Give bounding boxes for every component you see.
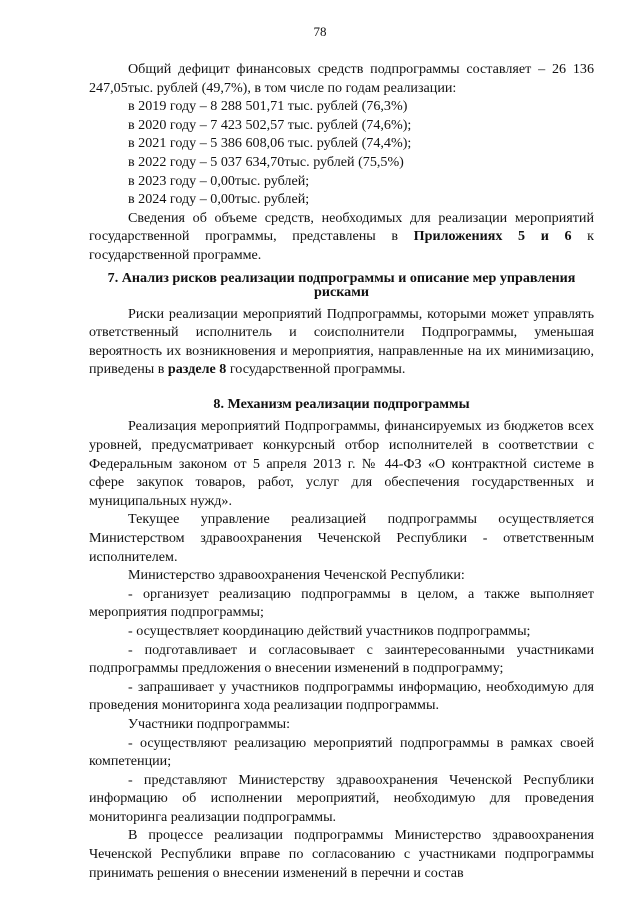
year-line: в 2022 году – 5 037 634,70тыс. рублей (75,5%) xyxy=(128,153,404,170)
list-item: - осуществляет координацию действий участников подпрограммы; xyxy=(128,622,531,639)
year-line: в 2023 году – 0,00тыс. рублей; xyxy=(128,172,310,189)
funding-info-text: Сведения об объеме средств, необходимых для реализации мероприятий государственной программы, представлены в xyxy=(89,209,594,245)
deficit-paragraph: Общий дефицит финансовых средств подпрограммы составляет – 26 136 247,05тыс. рублей (49,7%), в том числе по годам реализации: xyxy=(89,61,594,96)
year-line: в 2020 году – 7 423 502,57 тыс. рублей (74,6%); xyxy=(128,116,412,133)
year-line: в 2024 году – 0,00тыс. рублей; xyxy=(128,191,310,208)
body-paragraph: Текущее управление реализацией подпрограммы осуществляется Министерством здравоохранения Чеченской Республики - ответственным исполнителем. xyxy=(89,511,594,565)
body-paragraph: Реализация мероприятий Подпрограммы, финансируемых из бюджетов всех уровней, предусматривает конкурсный отбор исполнителей в соответствии с Федеральным законом от 5 апреля 2013 г. № 44-ФЗ «О контрактной системе в сфере закупок товаров, работ, услуг для обеспечения государственных и муниципальных нужд». xyxy=(89,418,594,509)
funding-info-paragraph xyxy=(89,209,594,265)
risks-text: Риски реализации мероприятий Подпрограммы, которыми может управлять ответственный исполнитель и соисполнители Подпрограммы, уменьшая вероятность их возникновения и мероприятия, направленные на их минимизацию, приведены в xyxy=(89,305,594,378)
body-paragraph: В процессе реализации подпрограммы Министерство здравоохранения Чеченской Республики вправе по согласованию с участниками подпрограммы принимать решения о внесении изменений в перечни и состав xyxy=(89,827,594,881)
section-7-heading: 7. Анализ рисков реализации подпрограммы и описание мер управления рисками xyxy=(107,269,576,301)
funding-info-tail: к государственной программе. xyxy=(89,228,595,263)
page-body xyxy=(89,60,594,882)
page-number: 78 xyxy=(313,24,327,39)
list-item: - подготавливает и согласовывает с заинтересованными участниками подпрограммы предложения о внесении изменений в подпрограмму; xyxy=(89,641,594,677)
list-item: - запрашивает у участников подпрограммы информацию, необходимую для проведения мониторинга хода реализации подпрограммы. xyxy=(89,678,594,714)
list-item: - представляют Министерству здравоохранения Чеченской Республики информацию об исполнении мероприятий, необходимую для проведения мониторинга реализации подпрограммы. xyxy=(89,771,594,825)
list-item: - организует реализацию подпрограммы в целом, а также выполняет мероприятия подпрограммы; xyxy=(89,585,594,621)
list-item: - осуществляют реализацию мероприятий подпрограммы в рамках своей компетенции; xyxy=(89,734,594,770)
body-paragraph: Министерство здравоохранения Чеченской Республики: xyxy=(128,567,465,584)
section-reference: разделе 8 xyxy=(167,361,227,378)
year-line: в 2021 году – 5 386 608,06 тыс. рублей (74,4%); xyxy=(128,135,412,152)
body-paragraph: Участники подпрограммы: xyxy=(128,715,291,732)
risks-tail: государственной программы. xyxy=(226,361,406,378)
section-8-heading: 8. Механизм реализации подпрограммы xyxy=(213,395,470,412)
risks-paragraph xyxy=(89,305,594,379)
appendix-reference: Приложениях 5 и 6 xyxy=(413,228,572,245)
year-line: в 2019 году – 8 288 501,71 тыс. рублей (76,3%) xyxy=(128,98,408,115)
